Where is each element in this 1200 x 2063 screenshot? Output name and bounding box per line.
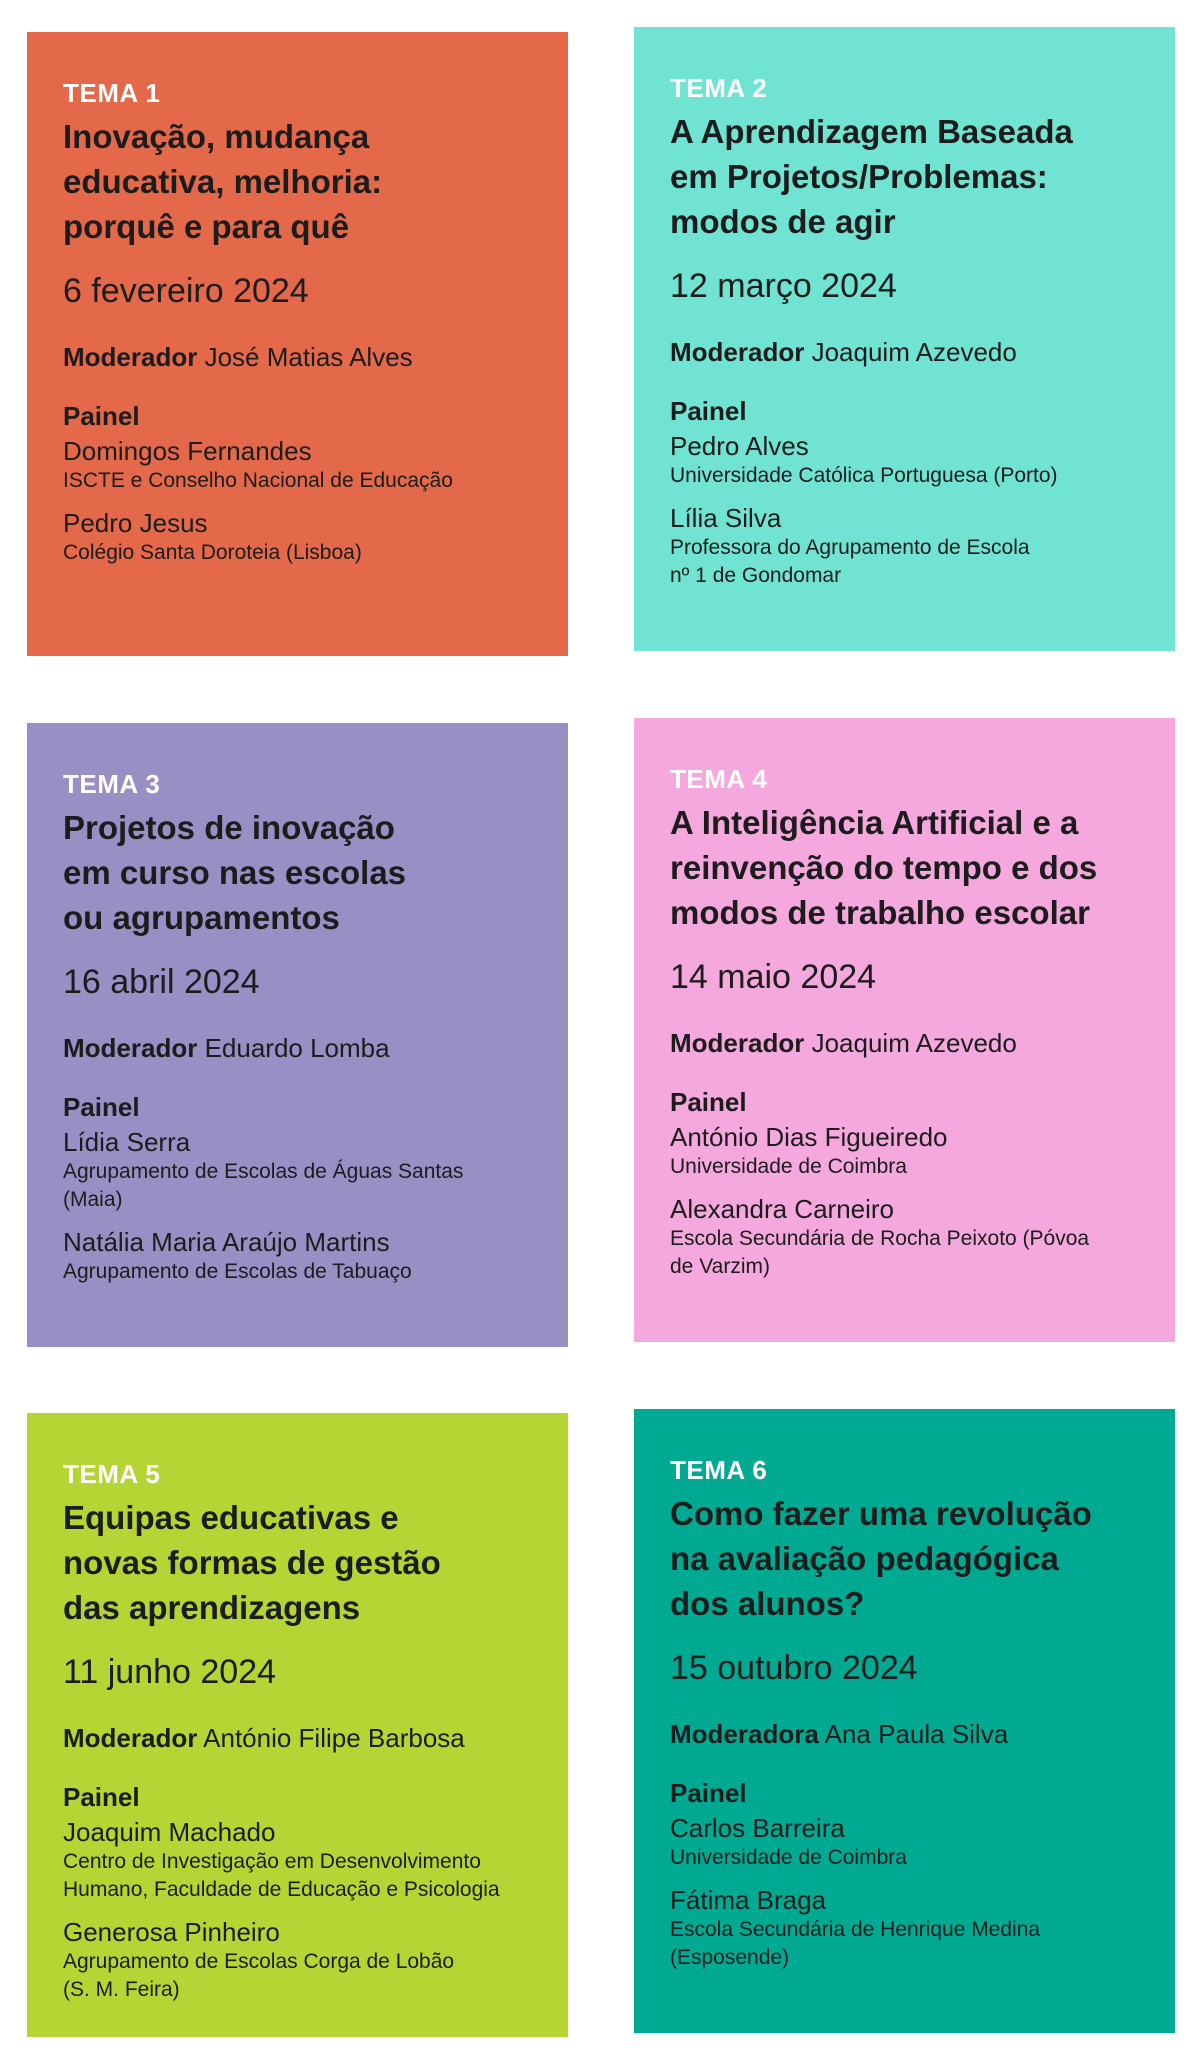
panelist (670, 1193, 1139, 1281)
session-date: 6 fevereiro 2024 (63, 272, 309, 310)
panelist-name: Carlos Barreira (670, 1813, 845, 1843)
panelist-name: Natália Maria Araújo Martins (63, 1227, 390, 1257)
panelist (670, 1884, 1139, 1972)
panelist-affiliation: Escola Secundária de Henrique Medina (Esposende) (670, 1918, 1041, 1969)
tema-title: A Aprendizagem Baseada em Projetos/Problemas: modos de agir (670, 113, 1073, 240)
panelist (670, 502, 1139, 590)
panelist (670, 1121, 1139, 1181)
moderator-name: Ana Paula Silva (824, 1719, 1009, 1749)
panelist (63, 1916, 532, 2004)
panelist-affiliation: Universidade de Coimbra (670, 1846, 907, 1869)
panelist-name: Fátima Braga (670, 1885, 827, 1915)
moderator-label: Moderador (670, 337, 805, 367)
tema-label: TEMA 6 (670, 1455, 768, 1485)
panelist-affiliation: ISCTE e Conselho Nacional de Educação (63, 469, 453, 492)
tema-label: TEMA 3 (63, 769, 161, 799)
panelist (63, 1126, 532, 1214)
tema-card-4 (634, 718, 1175, 1342)
panelist-name: Domingos Fernandes (63, 436, 312, 466)
panelist (63, 435, 532, 495)
tema-label: TEMA 4 (670, 764, 768, 794)
panelist-name: Generosa Pinheiro (63, 1917, 280, 1947)
moderator-line (63, 341, 532, 373)
panelist (670, 430, 1139, 490)
panelist (670, 1812, 1139, 1872)
tema-card-1 (27, 32, 568, 656)
moderator-name: Joaquim Azevedo (811, 337, 1017, 367)
panelist-name: Pedro Jesus (63, 508, 208, 538)
tema-title: Equipas educativas e novas formas de gestão das aprendizagens (63, 1499, 441, 1626)
panelist-affiliation: Agrupamento de Escolas Corga de Lobão (S. M. Feira) (63, 1950, 455, 2001)
panel-label: Painel (670, 1778, 747, 1808)
panelist (63, 507, 532, 567)
panelist-affiliation: Agrupamento de Escolas de Águas Santas (Maia) (63, 1160, 464, 1211)
panel-label: Painel (670, 396, 747, 426)
session-date: 15 outubro 2024 (670, 1649, 918, 1687)
tema-label: TEMA 2 (670, 73, 768, 103)
tema-label: TEMA 5 (63, 1459, 161, 1489)
moderator-name: Eduardo Lomba (204, 1033, 390, 1063)
moderator-name: António Filipe Barbosa (203, 1723, 465, 1753)
moderator-line (670, 1718, 1139, 1750)
panelist-affiliation: Universidade de Coimbra (670, 1155, 907, 1178)
moderator-line (670, 336, 1139, 368)
panelist-name: Lília Silva (670, 503, 782, 533)
panel-label: Painel (670, 1087, 747, 1117)
panel-label: Painel (63, 401, 140, 431)
session-date: 16 abril 2024 (63, 963, 260, 1001)
moderator-label: Moderador (670, 1028, 805, 1058)
panelist-name: Pedro Alves (670, 431, 809, 461)
panelist (63, 1226, 532, 1286)
moderator-label: Moderador (63, 1033, 198, 1063)
panelist-affiliation: Escola Secundária de Rocha Peixoto (Póvoa de Varzim) (670, 1227, 1090, 1278)
panel-label: Painel (63, 1782, 140, 1812)
panelist-affiliation: Agrupamento de Escolas de Tabuaço (63, 1260, 412, 1283)
moderator-name: José Matias Alves (204, 342, 413, 372)
tema-title: Projetos de inovação em curso nas escolas ou agrupamentos (63, 809, 407, 936)
panelist (63, 1816, 532, 1904)
moderator-name: Joaquim Azevedo (811, 1028, 1017, 1058)
tema-title: Como fazer uma revolução na avaliação pedagógica dos alunos? (670, 1495, 1092, 1622)
panel-label: Painel (63, 1092, 140, 1122)
tema-title: A Inteligência Artificial e a reinvenção do tempo e dos modos de trabalho escolar (670, 804, 1098, 931)
tema-card-2 (634, 27, 1175, 651)
panelist-name: Alexandra Carneiro (670, 1194, 895, 1224)
panelist-name: António Dias Figueiredo (670, 1122, 948, 1152)
tema-card-5 (27, 1413, 568, 2037)
session-date: 12 março 2024 (670, 267, 897, 305)
moderator-label: Moderador (63, 342, 198, 372)
session-date: 11 junho 2024 (63, 1653, 277, 1691)
tema-card-6 (634, 1409, 1175, 2033)
moderator-label: Moderador (63, 1723, 198, 1753)
tema-card-3 (27, 723, 568, 1347)
moderator-line (63, 1722, 532, 1754)
tema-title: Inovação, mudança educativa, melhoria: porquê e para quê (63, 118, 383, 245)
panelist-name: Joaquim Machado (63, 1817, 276, 1847)
moderator-line (670, 1027, 1139, 1059)
tema-label: TEMA 1 (63, 78, 161, 108)
panelist-affiliation: Universidade Católica Portuguesa (Porto) (670, 464, 1058, 487)
panelist-affiliation: Centro de Investigação em Desenvolvimento Humano, Faculdade de Educação e Psicologia (63, 1850, 500, 1901)
panelist-name: Lídia Serra (63, 1127, 191, 1157)
panelist-affiliation: Professora do Agrupamento de Escola nº 1 de Gondomar (670, 536, 1030, 587)
panelist-affiliation: Colégio Santa Doroteia (Lisboa) (63, 541, 362, 564)
moderator-line (63, 1032, 532, 1064)
session-date: 14 maio 2024 (670, 958, 877, 996)
moderator-label: Moderadora (670, 1719, 819, 1749)
